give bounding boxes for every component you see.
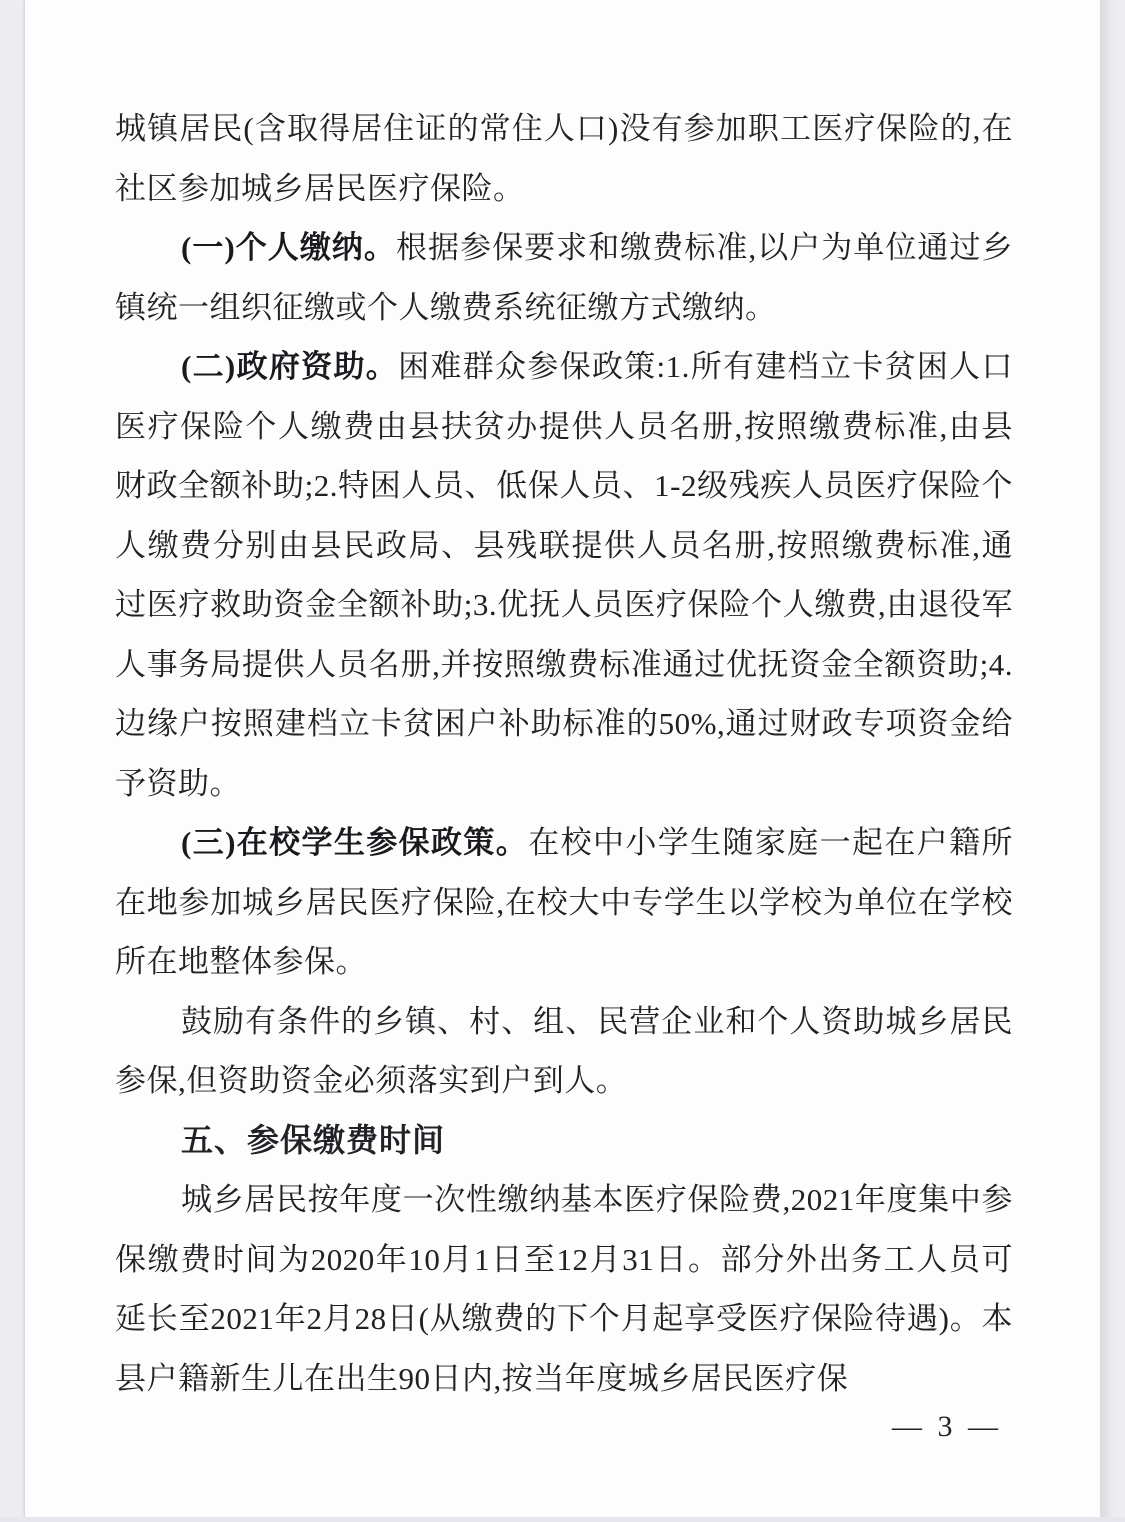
- paragraph-encouragement: [115, 992, 1013, 1111]
- section-heading: 五、参保缴费时间: [181, 1121, 446, 1158]
- scan-right-margin: [1100, 0, 1125, 1522]
- paragraph-item-3: [115, 813, 1013, 992]
- paragraph-text: 在校中小学生随家庭一起在户籍所在地参加城乡居民医疗保险,在校大中专学生以学校为单位在学校所在地整体参保。: [115, 825, 1014, 979]
- document-body: [115, 99, 1013, 1408]
- paragraph-text: 鼓励有条件的乡镇、村、组、民营企业和个人资助城乡居民参保,但资助资金必须落实到户到人。: [115, 1003, 1013, 1098]
- paragraph-final: [115, 1170, 1013, 1408]
- paragraph-item-1: [115, 218, 1013, 337]
- paragraph-text: 城镇居民(含取得居住证的常住人口)没有参加职工医疗保险的,在社区参加城乡居民医疗保险。: [115, 111, 1013, 206]
- paragraph-lead: (二)政府资助。: [181, 349, 399, 384]
- page-number: — 3 —: [892, 1410, 1002, 1443]
- paragraph-item-2: [115, 337, 1013, 813]
- paragraph-continuation: [115, 99, 1013, 218]
- scan-bottom-edge: [0, 1517, 1125, 1522]
- paragraph-lead: (一)个人缴纳。: [181, 230, 396, 265]
- paragraph-text: 困难群众参保政策:1.所有建档立卡贫困人口医疗保险个人缴费由县扶贫办提供人员名册,按照缴费标准,由县财政全额补助;2.特困人员、低保人员、1-2级残疾人员医疗保险个人缴费分别由县民政局、县残联提供人员名册,按照缴费标准,通过医疗救助资金全额补助;3.优抚人员医疗保险个人缴费,由退役军人事务局提供人员名册,并按照缴费标准通过优抚资金全额资助;4.边缘户按照建档立卡贫困户补助标准的50%,通过财政专项资金给予资助。: [115, 349, 1013, 801]
- document-page: [25, 0, 1101, 1518]
- paragraph-text: 城乡居民按年度一次性缴纳基本医疗保险费,2021年度集中参保缴费时间为2020年10月1日至12月31日。部分外出务工人员可延长至2021年2月28日(从缴费的下个月起享受医疗保险待遇)。本县户籍新生儿在出生90日内,按当年度城乡居民医疗保: [115, 1182, 1013, 1396]
- paragraph-text: 根据参保要求和缴费标准,以户为单位通过乡镇统一组织征缴或个人缴费系统征缴方式缴纳。: [115, 230, 1014, 325]
- paragraph-lead: (三)在校学生参保政策。: [181, 825, 529, 860]
